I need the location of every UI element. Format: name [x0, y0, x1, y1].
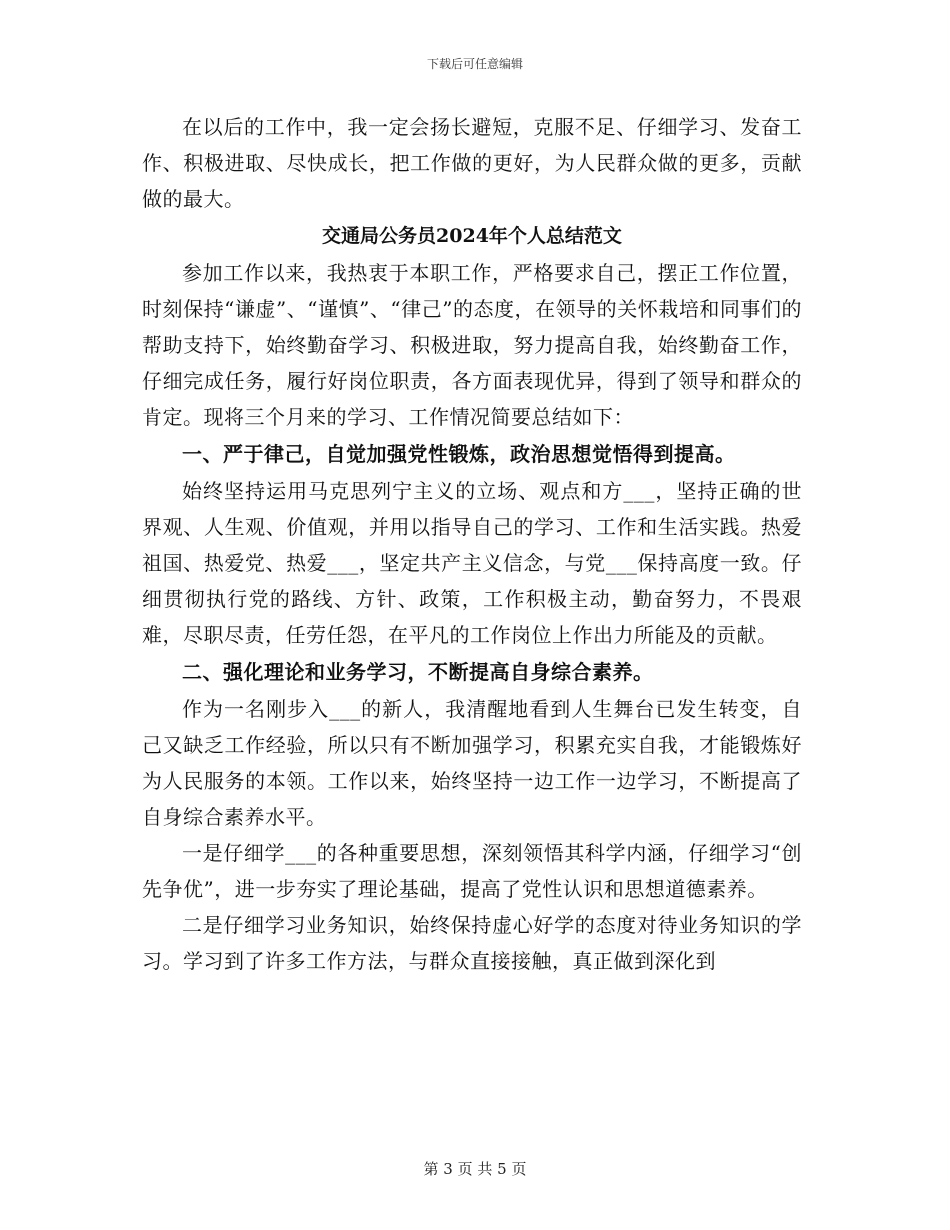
section-heading-2: 二、强化理论和业务学习，不断提高自身综合素养。 [182, 660, 654, 684]
document-title: 交通局公务员2024年个人总结范文 [322, 225, 622, 247]
point-2-paragraph: 二是仔细学习业务知识，始终保持虚心好学的态度对待业务知识的学习。学习到了许多工作方法，与群众直接接触，真正做到深化到 [142, 913, 802, 973]
closing-paragraph: 在以后的工作中，我一定会扬长避短，克服不足、仔细学习、发奋工作、积极进取、尽快成长，把工作做的更好，为人民群众做的更多，贡献做的最大。 [142, 115, 802, 211]
intro-paragraph: 参加工作以来，我热衷于本职工作，严格要求自己，摆正工作位置，时刻保持“谦虚”、“谨慎”、“律己”的态度，在领导的关怀栽培和同事们的帮助支持下，始终勤奋学习、积极进取，努力提高自我，始终勤奋工作，仔细完成任务，履行好岗位职责，各方面表现优异，得到了领导和群众的肯定。现将三个月来的学习、工作情况简要总结如下： [142, 261, 802, 429]
page-header: 下载后可任意编辑 [426, 57, 523, 71]
section-2-paragraph: 作为一名刚步入___的新人，我清醒地看到人生舞台已发生转变，自己又缺乏工作经验，所以只有不断加强学习，积累充实自我，才能锻炼好为人民服务的本领。工作以来，始终坚持一边工作一边学习，不断提高了自身综合素养水平。 [142, 697, 802, 829]
section-heading-1: 一、严于律己，自觉加强党性锻炼，政治思想觉悟得到提高。 [182, 442, 736, 466]
page-footer: 第 3 页 共 5 页 [423, 1160, 527, 1178]
document-body [142, 109, 802, 979]
section-1-paragraph: 始终坚持运用马克思列宁主义的立场、观点和方___，坚持正确的世界观、人生观、价值观，并用以指导自己的学习、工作和生活实践。热爱祖国、热爱党、热爱___，坚定共产主义信念，与党___保持高度一致。仔细贯彻执行党的路线、方针、政策，工作积极主动，勤奋努力，不畏艰难，尽职尽责，任劳任怨，在平凡的工作岗位上作出力所能及的贡献。 [142, 479, 802, 647]
point-1-paragraph: 一是仔细学___的各种重要思想，深刻领悟其科学内涵，仔细学习“创先争优”，进一步夯实了理论基础，提高了党性认识和思想道德素养。 [142, 841, 802, 901]
